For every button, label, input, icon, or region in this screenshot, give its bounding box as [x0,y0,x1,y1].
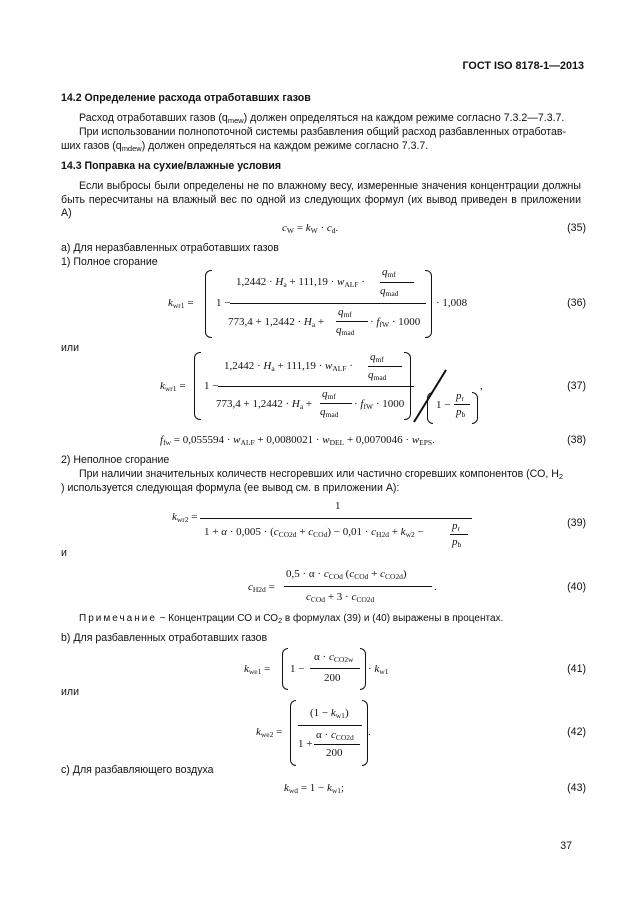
equation-36-number: (36) [567,297,586,309]
equation-40-numerator: $0,5 \cdot \alpha \cdot c_{COd}$ $(c_{COd} + c_{CO2d})$ [286,568,407,581]
equation-37-den-qmf: $q_{mf}$ [322,388,336,401]
equation-42-lhs: $k_{we2}$ = [256,726,283,739]
equation-36-den-qmf: $q_{mf}$ [338,306,352,319]
equation-37-denominator: $773,4 + 1,2442 \cdot H_a$ + [216,398,313,411]
equation-39-pb: $p_b$ [452,536,462,549]
equation-36-lhs: $k_{wr1}$ = [168,297,194,310]
equation-40-number: (40) [567,581,586,593]
equation-41-left-paren [282,648,288,690]
equation-41-tail: · $k_{w1}$ [368,663,389,676]
equation-37-inner-left-paren [427,392,433,424]
section-14-2-para2-cont: ших газов $(q_{mdew})$ должен определяться на каждом режиме согласно 7.3.7. [61,140,429,153]
equation-39-p-fraction-line [450,534,468,535]
equation-37-den-qmad: $q_{mad}$ [320,406,339,419]
item-a-heading: а) Для неразбавленных отработавших газов [61,242,279,254]
equation-36-right-paren [425,270,432,338]
equation-42-tail: . [368,726,371,738]
equation-36-den-qmad: $q_{mad}$ [336,324,355,337]
section-14-3-heading: 14.3 Поправка на сухие/влажные условия [61,160,282,172]
equation-42-fraction-line [298,725,362,726]
section-14-2-para2: При использовании полнопоточной системы разбавления общий расход разбавленных отработав- [79,126,566,138]
equation-40-lhs: $c_{H2d}$ = [248,581,275,594]
equation-36-den-tail: · $f_{fW} \cdot 1000$ [370,316,421,329]
equation-37-lhs: $k_{wr1}$ = [160,380,186,393]
equation-36-denominator: $773,4 + 1,2442 \cdot H_a$ + [228,316,325,329]
equation-42-den-numerator: $\alpha \cdot c_{CO2d}$ [316,729,354,742]
item-a2-para: При наличии значительных количеств несгоревших или частично сгоревших компонентов (СО, $Н_2$ [79,468,564,481]
equation-36-multiplier: · 1,008 [436,297,468,309]
equation-40-tail: . [434,581,437,593]
equation-37-p-fraction-line [454,404,470,405]
equation-41-fraction-line [310,668,360,669]
equation-36-left-paren [205,270,212,338]
equation-41-right-paren [360,648,366,690]
note: Примечание − Концентрации СО и $СО_2$ в формулах (39) и (40) выражены в процентах. [79,613,504,625]
equation-36-main-fraction-line [230,303,426,304]
item-a2-para-cont: ) используется следующая формула (ее вывод см. в приложении А): [61,482,400,494]
equation-39-lhs: $k_{wr2}$ = [172,511,198,524]
equation-37-one: 1 − [204,380,219,392]
equation-37-qmf: $q_{mf}$ [370,351,384,364]
equation-36-numerator: $1,2442 \cdot H_a + 111,19 \cdot w_{ALF}$ · [236,276,365,289]
equation-36-one: 1 − [216,297,231,309]
equation-39-pr: $p_r$ [452,520,460,533]
equation-35: $c_W = k_W \cdot c_d$. [282,222,339,235]
equation-42-den-200: 200 [326,747,343,759]
item-c-heading: c) Для разбавляющего воздуха [61,764,214,776]
equation-36-qmf: $q_{mf}$ [382,266,396,279]
equation-37-small-fraction-line [368,366,402,367]
equation-35-number: (35) [567,222,586,234]
equation-39-number: (39) [567,517,586,529]
equation-37-comma: , [480,380,483,392]
and-label: и [61,547,67,559]
equation-37-den-tail: · $f_{fW} \cdot 1000$ [354,398,405,411]
equation-42-den-one: 1 + [298,738,313,750]
equation-42-number: (42) [567,726,586,738]
equation-41-numerator: $\alpha \cdot c_{CO2w}$ [314,651,354,664]
equation-37-pr: $p_r$ [456,390,464,403]
equation-41-lhs: $k_{we1}$ = [244,663,271,676]
equation-36-small-fraction-line [380,282,414,283]
equation-37-inner-right-paren [472,392,478,424]
equation-39-denominator: $1 + \alpha \cdot 0,005 \cdot (c_{CO2d} + c_{COd}) - 0,01 \cdot c_{H2d} + k_{w2}$ − [204,526,424,539]
section-14-2-heading: 14.2 Определение расхода отработавших газов [61,92,311,104]
equation-38: $f_{fw} = 0,055594 \cdot w_{ALF} + 0,0080021 \cdot w_{DEL} + 0,0070046 \cdot w_{EPS}$. [160,434,435,447]
section-14-2-para1: Расход отработавших газов $(q_{mew})$ должен определяться на каждом режиме согласно 7.3.2—7.3.7. [79,112,565,125]
equation-37-den-fraction-line [320,403,352,404]
equation-37-pb: $p_b$ [456,406,466,419]
page-header: ГОСТ ISO 8178-1—2013 [462,60,584,72]
item-b-heading: b) Для разбавленных отработавших газов [61,632,268,644]
section-14-3-para: Если выбросы были определены не по влажному весу, измеренные значения концентрации должны быть пересчитаны на влажный вес по одной из следующих формул (их вывод приведен в приложении А) [61,180,581,220]
equation-40-fraction-line [284,586,432,587]
equation-43-number: (43) [567,782,586,794]
equation-42-den-fraction-line [314,744,360,745]
equation-43: $k_{wd} = 1 - k_{w1}$; [284,782,345,795]
or-label-2: или [61,686,80,698]
page-number: 37 [560,840,572,852]
equation-37-one-minus: 1 − [436,399,451,411]
equation-39-fraction-line [200,518,472,519]
equation-38-number: (38) [567,434,586,446]
or-label-1: или [61,342,80,354]
equation-41-denominator: 200 [324,672,341,684]
equation-36-den-fraction-line [336,321,368,322]
item-a2-heading: 2) Неполное сгорание [61,454,170,466]
item-a1-heading: 1) Полное сгорание [61,256,158,268]
equation-41-one: 1 − [290,663,305,675]
equation-40-denominator: $c_{COd} + 3 \cdot c_{CO2d}$ [306,591,375,604]
equation-37-main-fraction-line [218,386,414,387]
equation-42-left-paren [290,700,296,766]
equation-37-left-paren [194,352,201,420]
equation-41-number: (41) [567,663,586,675]
equation-36-qmad: $q_{mad}$ [380,285,399,298]
equation-37-numerator: $1,2442 \cdot H_a + 111,19 \cdot w_{ALF}$ · [224,360,353,373]
equation-39-numerator: 1 [335,500,341,512]
equation-37-number: (37) [567,380,586,392]
equation-37-qmad: $q_{mad}$ [368,369,387,382]
equation-42-numerator: $(1 - k_{w1})$ [310,707,349,720]
